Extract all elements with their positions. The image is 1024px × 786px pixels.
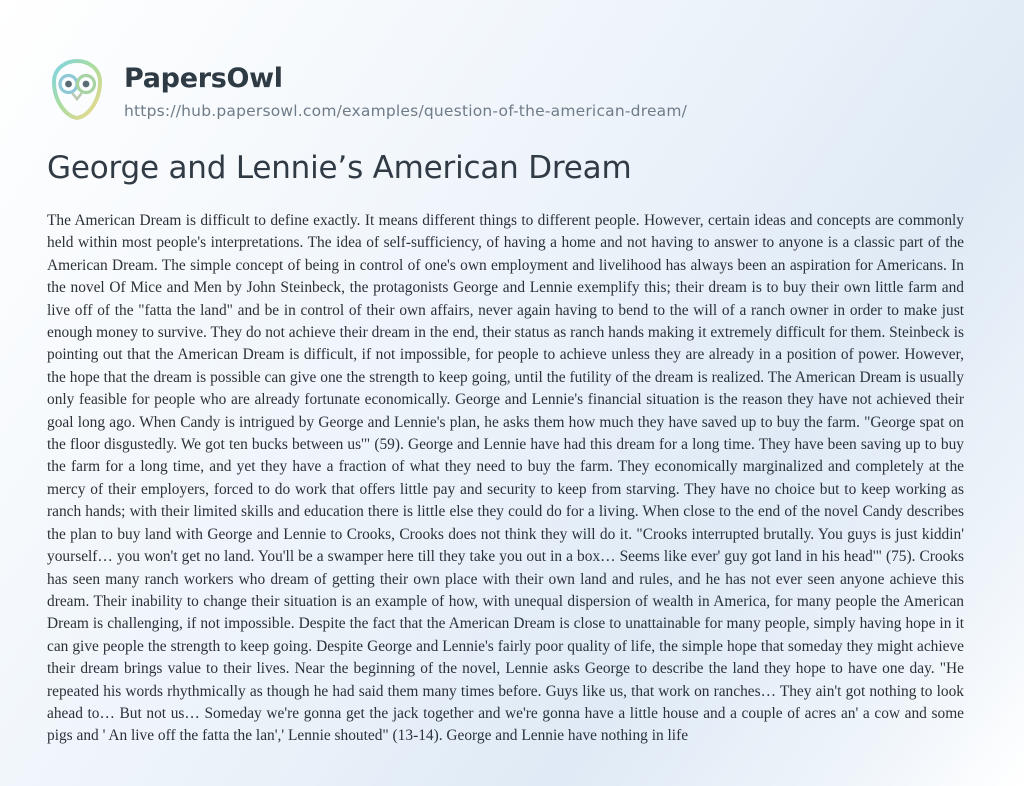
site-header	[0, 0, 1024, 122]
brand-name: PapersOwl	[124, 63, 283, 94]
article-content	[0, 122, 1024, 748]
owl-logo-icon	[44, 56, 110, 122]
page-title: George and Lennie’s American Dream	[47, 150, 632, 186]
brand-block	[124, 56, 687, 120]
source-url[interactable]: https://hub.papersowl.com/examples/question-of-the-american-dream/	[124, 101, 688, 120]
article-body: The American Dream is difficult to define exactly. It means different things to different people. However, certain ideas and concepts are commonly held within most people's interpretations. The idea of self-sufficiency, of having a home and not having to answer to anyone is a classic part of the American Dream. The simple concept of being in control of one's own employment and livelihood has always been an aspiration for Americans. In the novel Of Mice and Men by John Steinbeck, the protagonists George and Lennie exemplify this; their dream is to buy their own little farm and live off of the "fatta the land" and be in control of their own affairs, never again having to bend to the will of a ranch owner in order to make just enough money to survive. They do not achieve their dream in the end, their status as ranch hands making it extremely difficult for them. Steinbeck is pointing out that the American Dream is difficult, if not impossible, for people to achieve unless they are already in a position of power. However, the hope that the dream is possible can give one the strength to keep going, until the futility of the dream is realized. The American Dream is usually only feasible for people who are already fortunate economically. George and Lennie's financial situation is the reason they have not achieved their goal long ago. When Candy is intrigued by George and Lennie's plan, he asks them how much they have saved up to buy the farm. "George spat on the floor disgustedly. We got ten bucks between us'" (59). George and Lennie have had this dream for a long time. They have been saving up to buy the farm for a long time, and yet they have a fraction of what they need to buy the farm. They economically marginalized and completely at the mercy of their employers, forced to do work that offers little pay and security to keep from starving. They have no choice but to keep working as ranch hands; with their limited skills and education there is little else they could do for a living. When close to the end of the novel Candy describes the plan to buy land with George and Lennie to Crooks, Crooks does not think they will do it. "Crooks interrupted brutally. You guys is just kiddin' yourself… you won't get no land. You'll be a swamper here till they take you out in a box… Seems like ever' guy got land in his head'" (75). Crooks has seen many ranch workers who dream of getting their own place with their own land and rules, and he has not ever seen anyone achieve this dream. Their inability to change their situation is an example of how, with unequal dispersion of wealth in America, for many people the American Dream is challenging, if not impossible. Despite the fact that the American Dream is close to unattainable for many people, simply having hope in it can give people the strength to keep going. Despite George and Lennie's fairly poor quality of life, the simple hope that someday they might achieve their dream brings value to their lives. Near the beginning of the novel, Lennie asks George to describe the land they hope to have one day. "He repeated his words rhythmically as though he had said them many times before. Guys like us, that work on ranches… They ain't got nothing to look ahead to… But not us… Someday we're gonna get the jack together and we're gonna have a little house and a couple of acres an' a cow and some pigs and ' An live off the fatta the lan',' Lennie shouted" (13-14). George and Lennie have nothing in life	[47, 212, 964, 745]
